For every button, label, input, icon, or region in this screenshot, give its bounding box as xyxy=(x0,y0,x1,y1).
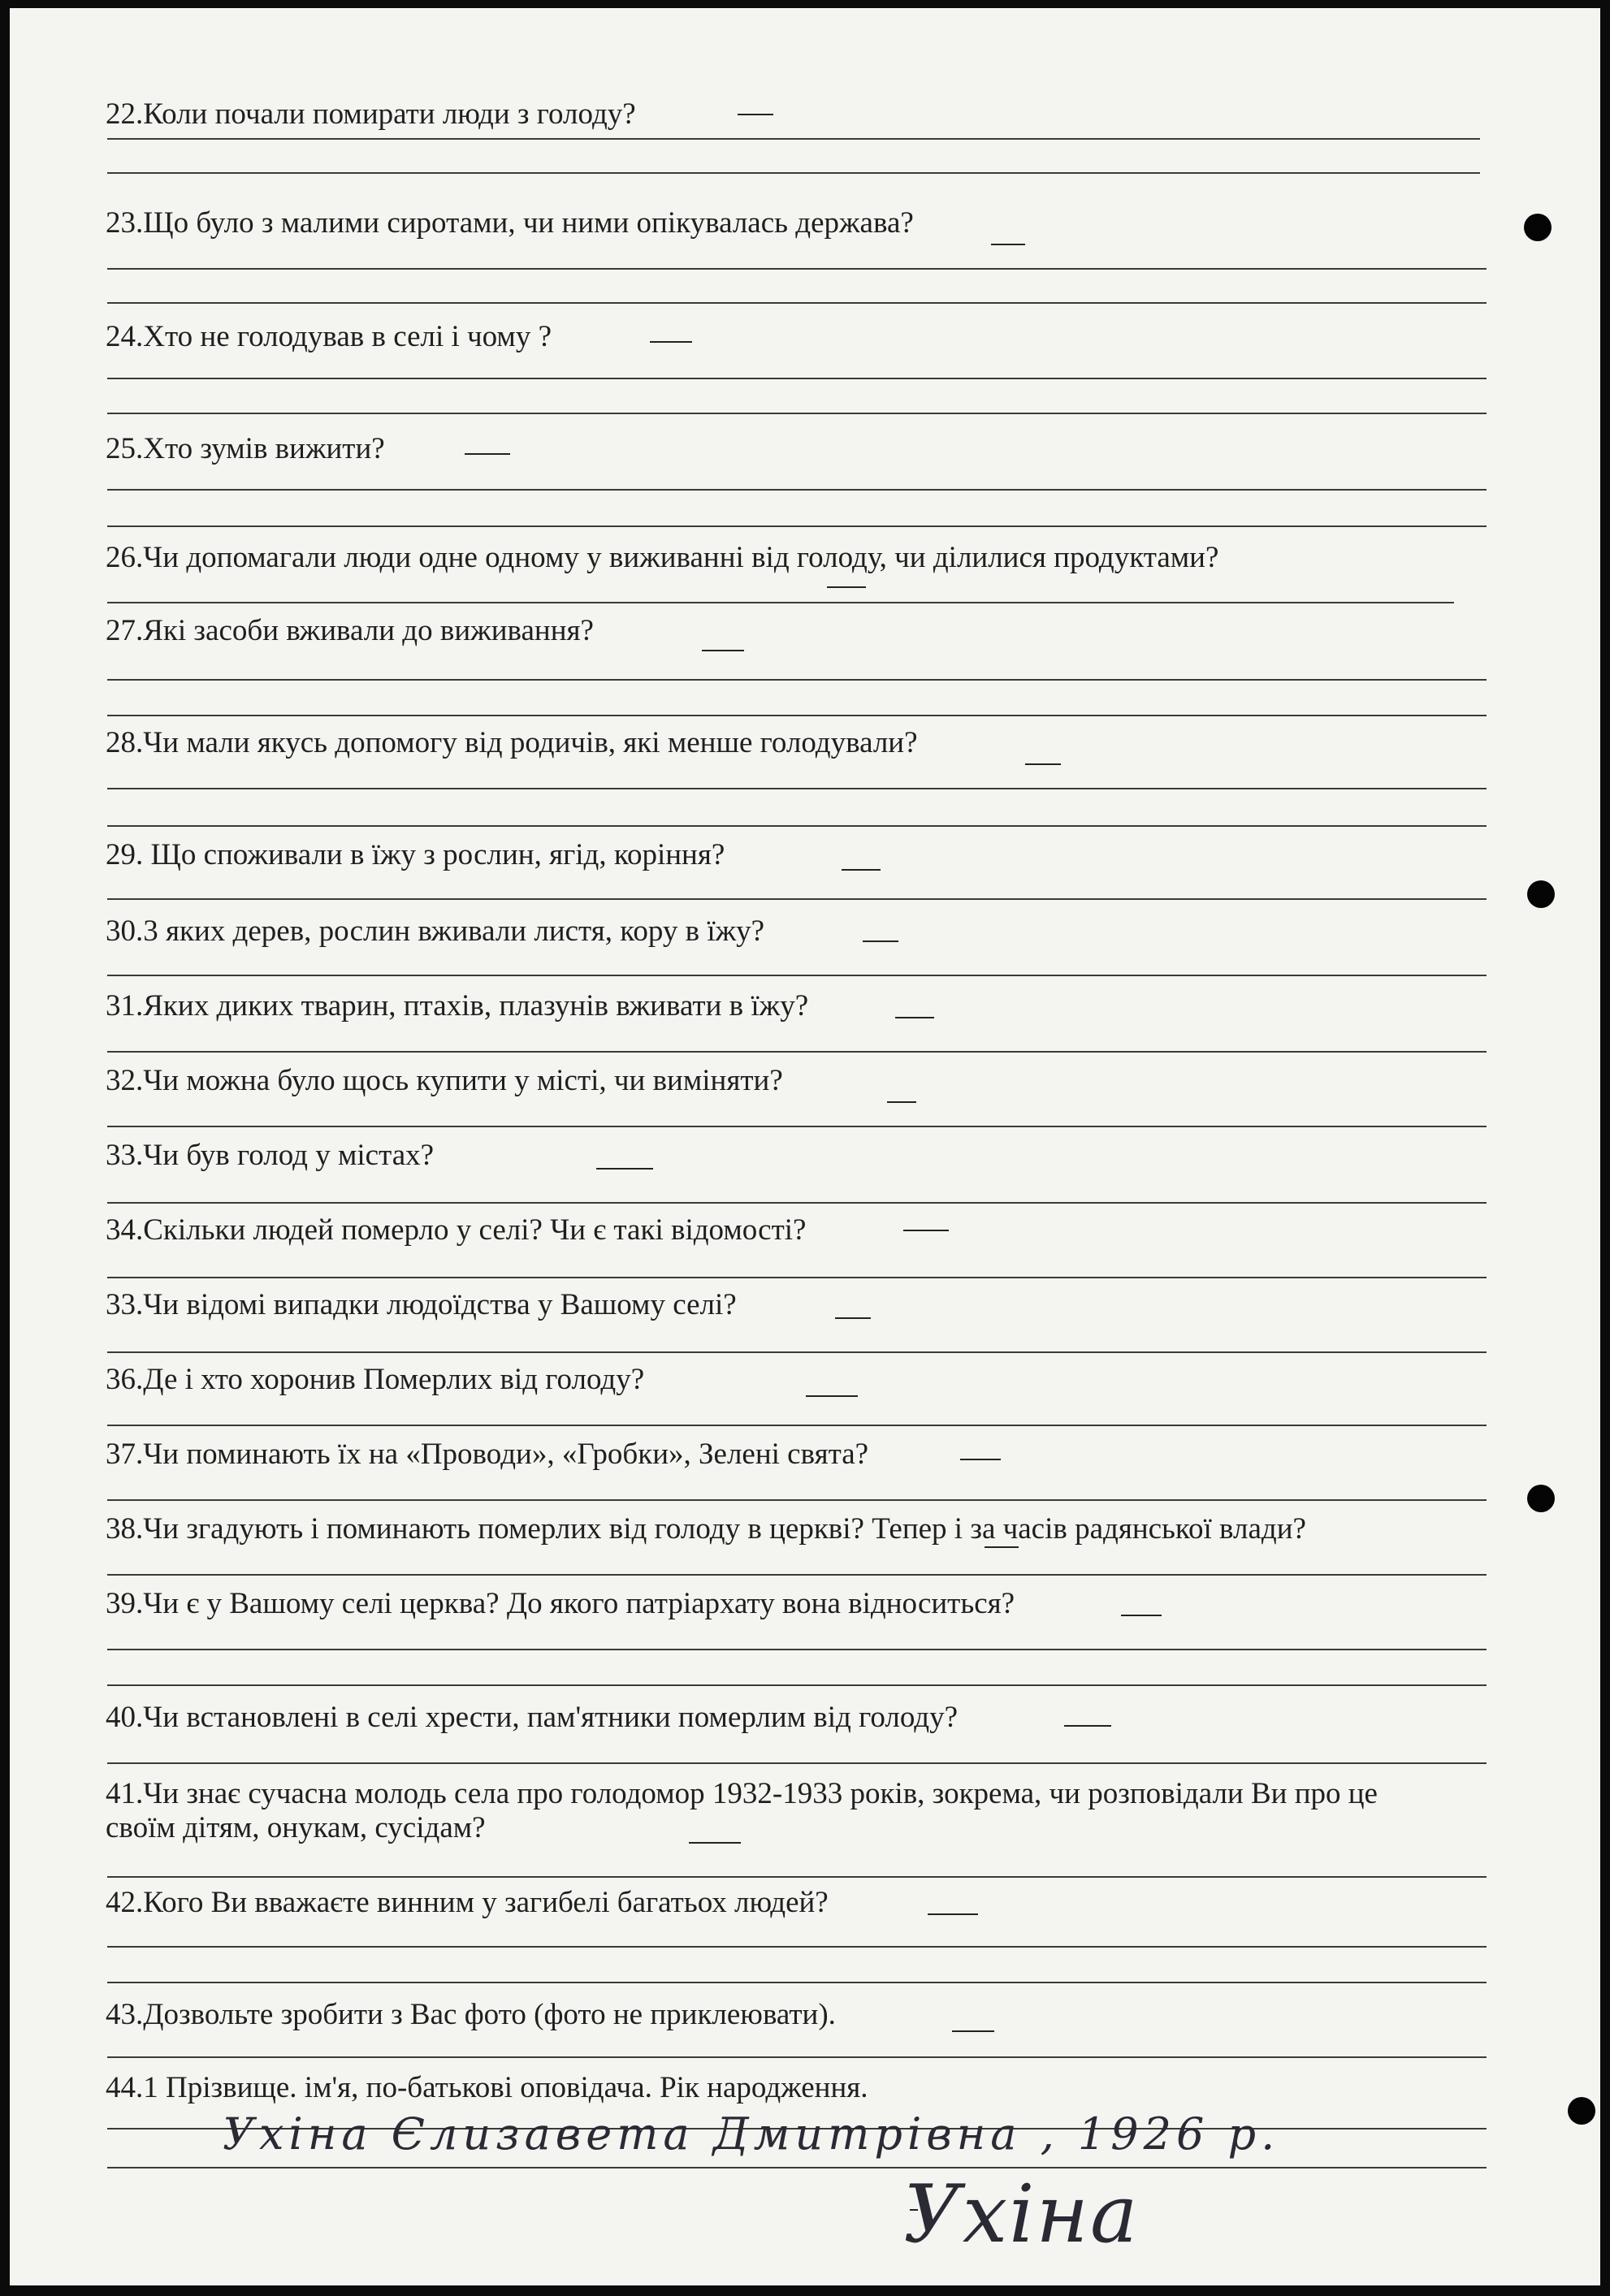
handwritten-signature: Ухіна xyxy=(903,2168,1140,2261)
answer-line xyxy=(107,1649,1487,1650)
question-35: 33.Чи відомі випадки людоїдства у Вашому селі? xyxy=(106,1288,737,1321)
answer-line xyxy=(107,1126,1487,1127)
answer-line xyxy=(107,1684,1487,1686)
question-29: 29. Що споживали в їжу з рослин, ягід, коріння? xyxy=(106,838,725,871)
answer-line xyxy=(107,1762,1487,1764)
question-28: 28.Чи мали якусь допомогу від родичів, які менше голодували? xyxy=(106,726,918,759)
question-40: 40.Чи встановлені в селі хрести, пам'ятники померлим від голоду? xyxy=(106,1701,959,1734)
answer-dash xyxy=(702,650,744,651)
answer-line xyxy=(107,1277,1487,1278)
answer-line xyxy=(107,268,1487,270)
question-26: 26.Чи допомагали люди одне одному у виживанні від голоду, чи ділилися продуктами? xyxy=(106,541,1219,574)
answer-line xyxy=(107,172,1480,174)
question-33: 33.Чи був голод у містах? xyxy=(106,1139,435,1172)
question-43: 43.Дозвольте зробити з Вас фото (фото не приклеювати). xyxy=(106,1998,836,2031)
answer-dash xyxy=(689,1842,741,1844)
question-30: 30.3 яких дерев, рослин вживали листя, кору в їжу? xyxy=(106,915,765,948)
answer-line xyxy=(107,825,1487,827)
answer-dash xyxy=(928,1913,978,1915)
question-24: 24.Хто не голодував в селі і чому ? xyxy=(106,320,552,353)
answer-dash xyxy=(887,1101,916,1103)
question-32: 32.Чи можна було щось купити у місті, чи виміняти? xyxy=(106,1064,783,1097)
question-44: 44.1 Прізвище. ім'я, по-батькові оповідача. Рік народження. xyxy=(106,2071,868,2104)
question-27: 27.Які засоби вживали до виживання? xyxy=(106,614,594,647)
question-22: 22.Коли почали помирати люди з голоду? xyxy=(106,97,636,131)
answer-dash xyxy=(650,341,692,343)
answer-line xyxy=(107,975,1487,976)
question-42: 42.Кого Ви вважаєте винним у загибелі багатьох людей? xyxy=(106,1886,829,1919)
question-36: 36.Де і хто хоронив Померлих від голоду? xyxy=(106,1363,645,1396)
punch-hole-lower-middle xyxy=(1527,1485,1555,1512)
answer-line xyxy=(107,1351,1487,1353)
signature-mark xyxy=(910,2209,918,2211)
answer-dash xyxy=(1121,1615,1162,1616)
answer-line xyxy=(107,2056,1487,2058)
answer-dash xyxy=(465,453,510,455)
answer-dash xyxy=(835,1317,871,1319)
answer-dash xyxy=(806,1395,858,1397)
answer-line xyxy=(107,413,1487,414)
answer-dash xyxy=(960,1459,1001,1460)
answer-line xyxy=(107,1425,1487,1426)
question-41-continued: своїм дітям, онукам, сусідам? xyxy=(106,1811,486,1844)
answer-dash xyxy=(738,114,773,115)
answer-dash xyxy=(952,2030,994,2032)
question-23: 23.Що було з малими сиротами, чи ними опікувалась держава? xyxy=(106,206,914,240)
answer-dash xyxy=(596,1168,653,1170)
answer-line xyxy=(107,1202,1487,1204)
answer-line xyxy=(107,788,1487,789)
answer-line xyxy=(107,138,1480,140)
handwritten-respondent-name: Ухіна Єлизавета Дмитрівна , 1926 р. xyxy=(223,2108,1280,2160)
answer-line xyxy=(107,1946,1487,1948)
answer-line xyxy=(107,1982,1487,1983)
answer-line xyxy=(107,525,1487,527)
punch-hole-top xyxy=(1524,214,1552,241)
answer-dash xyxy=(895,1017,934,1018)
question-31: 31.Яких диких тварин, птахів, плазунів вживати в їжу? xyxy=(106,989,809,1023)
answer-dash xyxy=(985,1546,1019,1548)
answer-line xyxy=(107,2167,1487,2168)
answer-line xyxy=(107,715,1487,716)
question-34: 34.Скільки людей померло у селі? Чи є такі відомості? xyxy=(106,1213,807,1247)
question-39: 39.Чи є у Вашому селі церква? До якого патріархату вона відноситься? xyxy=(106,1587,1015,1620)
answer-line xyxy=(107,679,1487,681)
question-41: 41.Чи знає сучасна молодь села про голодомор 1932-1933 років, зокрема, чи розповідали Ви про це xyxy=(106,1777,1378,1810)
question-25: 25.Хто зумів вижити? xyxy=(106,432,385,465)
questionnaire-page xyxy=(10,8,1600,2285)
answer-line xyxy=(107,489,1487,491)
answer-dash xyxy=(1025,763,1061,765)
answer-line xyxy=(107,302,1487,304)
answer-line xyxy=(107,1876,1487,1878)
punch-hole-bottom xyxy=(1568,2097,1595,2125)
question-38: 38.Чи згадують і поминають померлих від голоду в церкві? Тепер і за часів радянської влади? xyxy=(106,1512,1306,1546)
answer-line xyxy=(107,1499,1487,1501)
answer-line xyxy=(107,602,1454,603)
question-37: 37.Чи поминають їх на «Проводи», «Гробки», Зелені свята? xyxy=(106,1438,869,1471)
answer-line xyxy=(107,378,1487,379)
answer-dash xyxy=(827,586,866,588)
answer-line xyxy=(107,1051,1487,1053)
answer-dash xyxy=(842,869,881,871)
answer-dash xyxy=(1064,1725,1111,1727)
punch-hole-upper-middle xyxy=(1527,880,1555,908)
answer-line xyxy=(107,898,1487,900)
answer-dash xyxy=(903,1230,949,1231)
answer-dash xyxy=(991,244,1025,245)
answer-dash xyxy=(863,940,898,942)
answer-line xyxy=(107,1574,1487,1576)
